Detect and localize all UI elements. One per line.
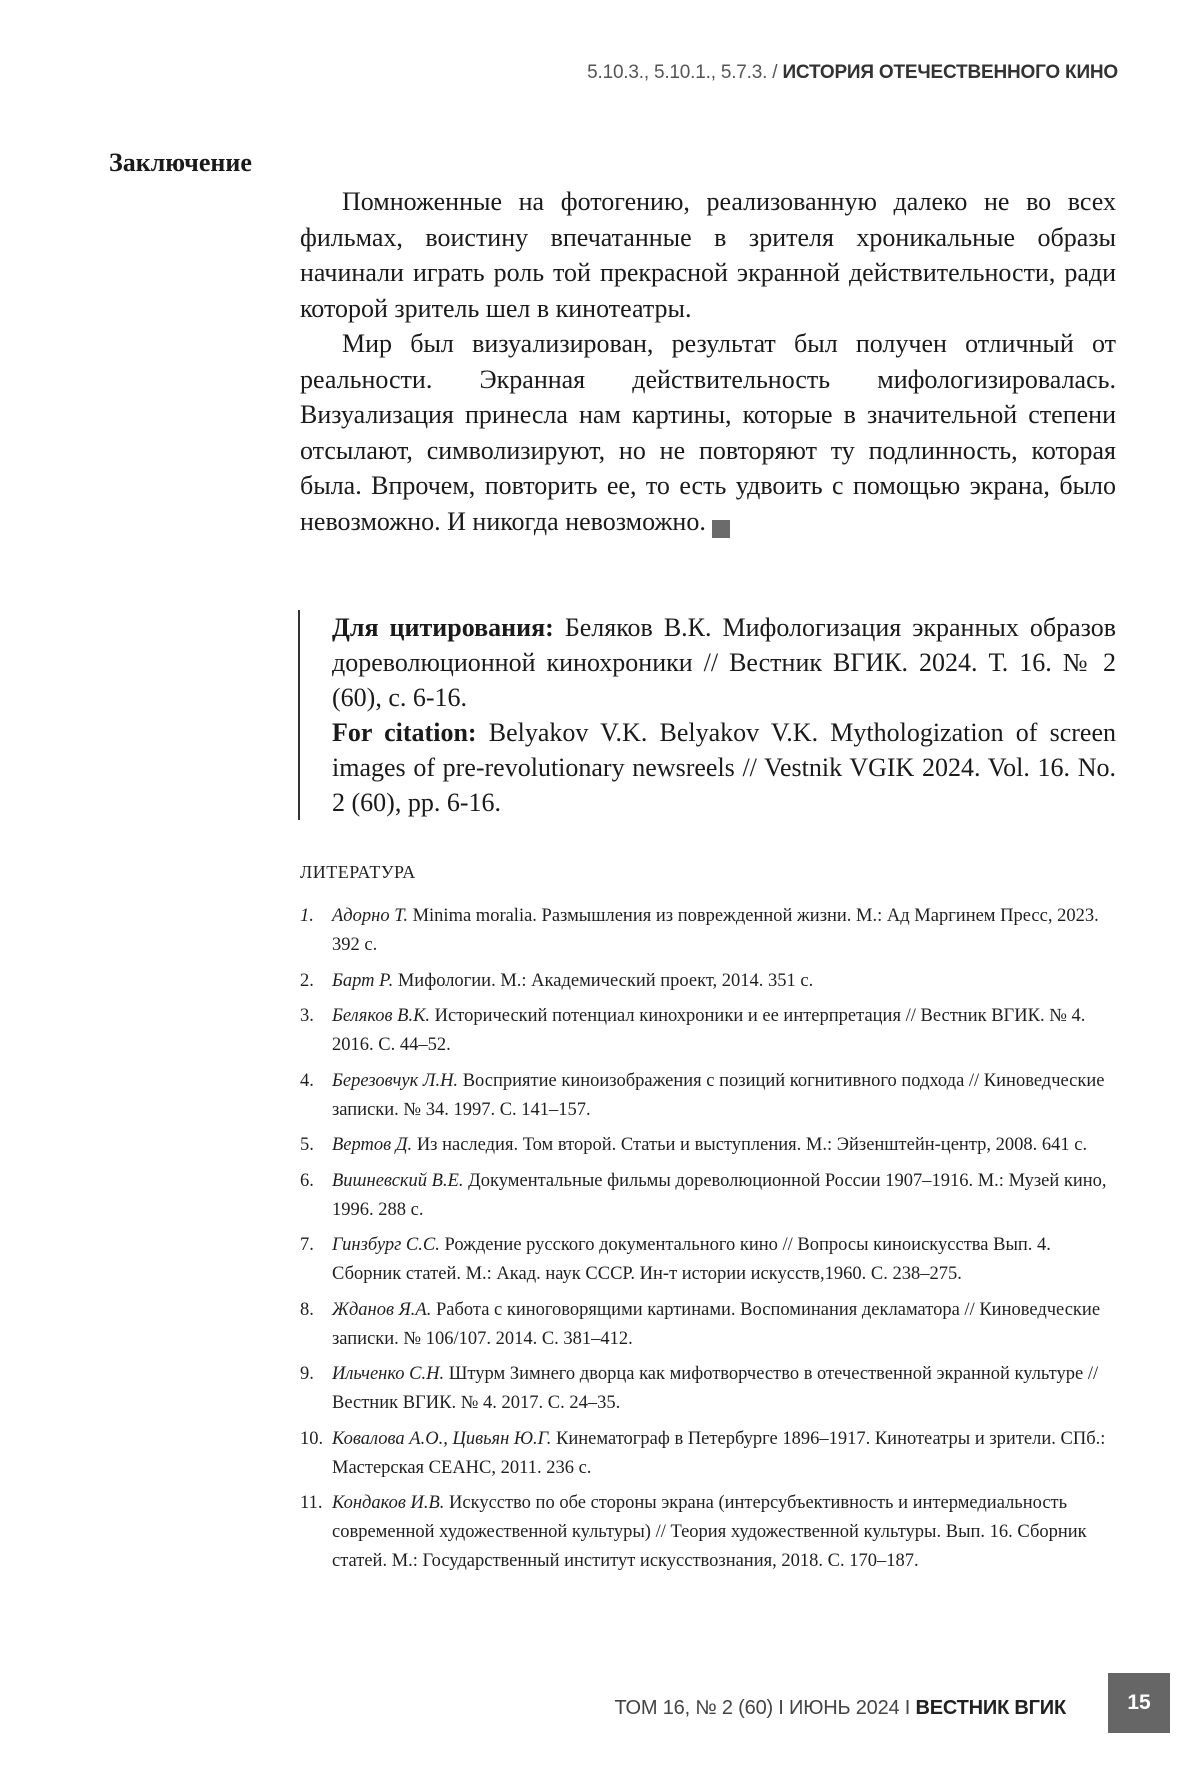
item-number: 4. <box>300 1067 314 1096</box>
item-number: 3. <box>300 1002 314 1031</box>
item-text: Мифологии. М.: Академический проект, 2014. 351 с. <box>398 971 813 991</box>
item-author: Кондаков И.В. <box>332 1493 444 1513</box>
item-text: Исторический потенциал кинохроники и ее интерпретация // Вестник ВГИК. № 4. 2016. С. 44–52. <box>332 1006 1085 1055</box>
item-author: Барт Р. <box>332 971 393 991</box>
item-text: Документальные фильмы дореволюционной России 1907–1916. М.: Музей кино, 1996. 288 с. <box>332 1171 1107 1220</box>
item-number: 5. <box>300 1131 314 1160</box>
item-text: Из наследия. Том второй. Статьи и выступления. М.: Эйзенштейн-центр, 2008. 641 с. <box>417 1135 1087 1155</box>
item-number: 1. <box>300 902 314 931</box>
citation-block <box>298 610 1116 820</box>
item-number: 10. <box>300 1425 323 1454</box>
paragraph <box>300 326 1116 539</box>
list-item <box>300 1231 1120 1289</box>
section-title: Заключение <box>109 148 252 178</box>
item-number: 7. <box>300 1231 314 1260</box>
item-author: Ковалова А.О., Цивьян Ю.Г. <box>332 1429 551 1449</box>
list-item <box>300 1425 1120 1483</box>
conclusion-body <box>300 184 1116 539</box>
item-number: 2. <box>300 967 314 996</box>
item-text: Minima moralia. Размышления из поврежденной жизни. М.: Ад Маргинем Пресс, 2023. 392 с. <box>332 906 1099 955</box>
header-section: ИСТОРИЯ ОТЕЧЕСТВЕННОГО КИНО <box>782 62 1118 83</box>
list-item <box>300 1296 1120 1354</box>
list-item <box>300 902 1120 960</box>
item-text: Работа с киноговорящими картинами. Воспоминания декламатора // Киноведческие записки. № 106/107. 2014. С. 381–412. <box>332 1300 1100 1349</box>
item-author: Березовчук Л.Н. <box>332 1071 458 1091</box>
end-of-article-icon <box>712 520 730 538</box>
item-number: 8. <box>300 1296 314 1325</box>
literature-title: ЛИТЕРАТУРА <box>300 862 416 883</box>
list-item <box>300 1131 1120 1160</box>
item-author: Вертов Д. <box>332 1135 412 1155</box>
item-number: 11. <box>300 1489 322 1518</box>
list-item <box>300 1360 1120 1418</box>
footer-issue: ТОМ 16, № 2 (60) I ИЮНЬ 2024 I <box>614 1697 910 1719</box>
item-author: Ильченко С.Н. <box>332 1364 444 1384</box>
item-author: Беляков В.К. <box>332 1006 430 1026</box>
list-item <box>300 967 1120 996</box>
item-text: Искусство по обе стороны экрана (интерсубъективность и интермедиальность современной художественной культуры) // Теория художественной культуры. Вып. 16. Сборник статей. М.: Государственный институт искусствознания, 2018. С. 170–187. <box>332 1493 1087 1571</box>
header-codes: 5.10.3., 5.10.1., 5.7.3. / <box>587 62 777 83</box>
item-author: Вишневский В.Е. <box>332 1171 464 1191</box>
citation-en-label: For citation: <box>332 718 477 747</box>
list-item <box>300 1167 1120 1225</box>
list-item <box>300 1002 1120 1060</box>
item-author: Гинзбург С.С. <box>332 1235 440 1255</box>
list-item <box>300 1067 1120 1125</box>
item-author: Жданов Я.А. <box>332 1300 431 1320</box>
citation-ru-text: Беляков В.К. Мифологизация экранных образов дореволюционной кинохроники // Вестник ВГИК. 2024. Т. 16. № 2 (60), с. 6-16. <box>332 613 1116 712</box>
citation-en-text: Belyakov V.K. Belyakov V.K. Mythologization of screen images of pre-revolutionary newsreels // Vestnik VGIK 2024. Vol. 16. No. 2 (60), pp. 6-16. <box>332 718 1116 817</box>
citation-en <box>332 715 1116 820</box>
citation-ru-label: Для цитирования: <box>332 613 554 642</box>
literature-list <box>300 902 1120 1583</box>
item-number: 9. <box>300 1360 314 1389</box>
paragraph-text: Мир был визуализирован, результат был получен отличный от реальности. Экранная действительность мифологизировалась. Визуализация принесла нам картины, которые в значительной степени отсылают, символизируют, но не повторяют ту подлинность, которая была. Впрочем, повторить ее, то есть удвоить с помощью экрана, было невозможно. И никогда невозможно. <box>300 329 1116 536</box>
paragraph: Помноженные на фотогению, реализованную далеко не во всех фильмах, воистину впечатанные в зрителя хроникальные образы начинали играть роль той прекрасной экранной действительности, ради которой зритель шел в кинотеатры. <box>300 184 1116 326</box>
item-text: Кинематограф в Петербурге 1896–1917. Кинотеатры и зрители. СПб.: Мастерская СЕАНС, 2011. 236 с. <box>332 1429 1105 1478</box>
page-number: 15 <box>1108 1673 1170 1733</box>
item-number: 6. <box>300 1167 314 1196</box>
running-header <box>587 62 1118 84</box>
footer-journal: ВЕСТНИК ВГИК <box>916 1697 1067 1719</box>
running-footer <box>614 1697 1066 1720</box>
item-text: Рождение русского документального кино // Вопросы киноискусства Вып. 4. Сборник статей. М.: Акад. наук СССР. Ин-т истории искусств,1960. С. 238–275. <box>332 1235 1051 1284</box>
item-author: Адорно Т. <box>332 906 408 926</box>
list-item <box>300 1489 1120 1576</box>
item-text: Восприятие кинoизображения с позиций когнитивного подхода // Киноведческие записки. № 34. 1997. С. 141–157. <box>332 1071 1105 1120</box>
item-text: Штурм Зимнего дворца как мифотворчество в отечественной экранной культуре // Вестник ВГИК. № 4. 2017. С. 24–35. <box>332 1364 1098 1413</box>
citation-ru <box>332 610 1116 715</box>
